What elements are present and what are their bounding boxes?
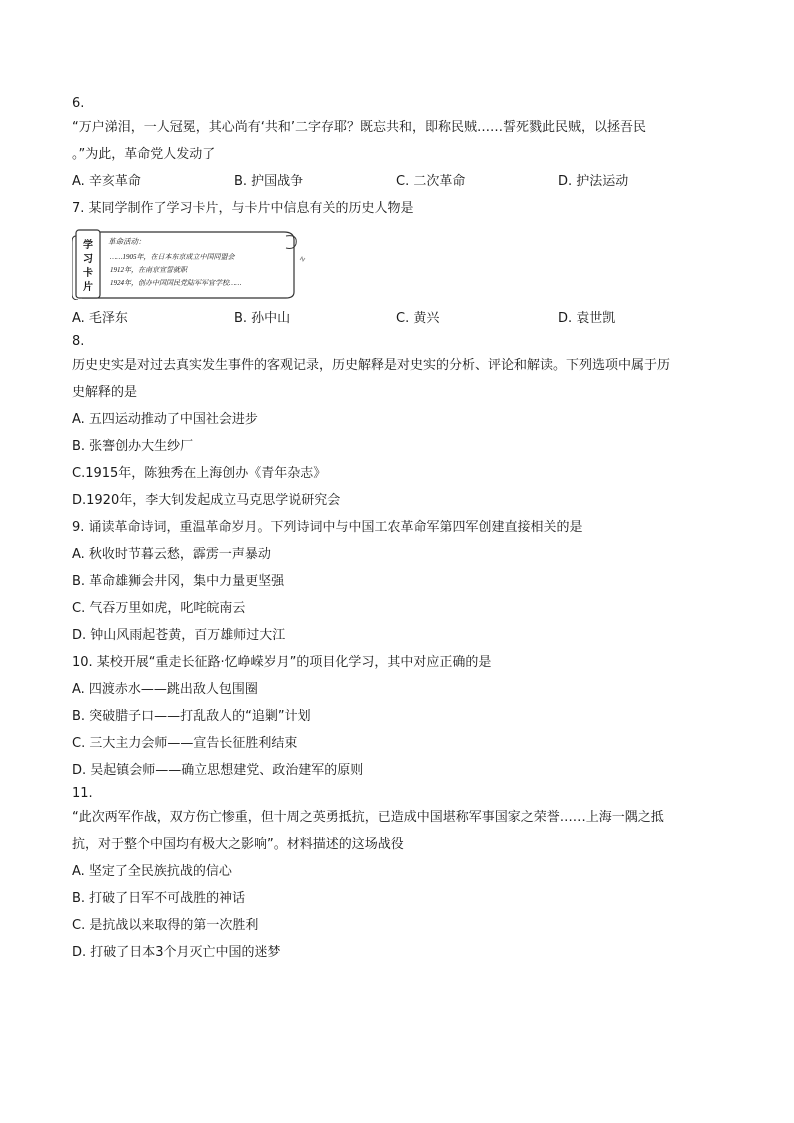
- q10-option-b[interactable]: B. 突破腊子口——打乱敌人的“追剿”计划: [72, 709, 311, 724]
- q11-stem-line2: 抗，对于整个中国均有极大之影响”。材料描述的这场战役: [72, 837, 404, 852]
- q6-stem-line2: 。”为此，革命党人发动了: [72, 147, 216, 162]
- q9-option-d[interactable]: D. 钟山风雨起苍黄，百万雄师过大江: [72, 628, 286, 643]
- q10-option-a[interactable]: A. 四渡赤水——跳出敌人包围圈: [72, 682, 258, 697]
- card-line-2: 1912年，在南京宣誓就职: [110, 266, 187, 274]
- q9-option-a[interactable]: A. 秋收时节暮云愁，霹雳一声暴动: [72, 547, 271, 562]
- q8-option-d[interactable]: D.1920年，李大钊发起成立马克思学说研究会: [72, 493, 341, 508]
- q6-option-a[interactable]: A. 辛亥革命: [72, 174, 141, 189]
- q7-option-d[interactable]: D. 袁世凯: [558, 311, 616, 326]
- q6-stem-line1: “万户涕泪，一人冠冕，其心尚有‘共和’二字存耶？既忘共和，即称民贼……誓死戮此民贼，以拯吾民: [72, 120, 647, 135]
- q11-option-a[interactable]: A. 坚定了全民族抗战的信心: [72, 864, 232, 879]
- q8-stem-line1: 历史史实是对过去真实发生事件的客观记录，历史解释是对史实的分析、评论和解读。下列选项中属于历: [72, 358, 671, 373]
- exam-page: [72, 94, 732, 966]
- q6-options: [72, 168, 732, 195]
- q8-option-b[interactable]: B. 张謇创办大生纱厂: [72, 439, 194, 454]
- q10-stem: 10. 某校开展“重走长征路·忆峥嵘岁月”的项目化学习，其中对应正确的是: [72, 655, 492, 670]
- q7-options: [72, 305, 732, 332]
- q6-option-d[interactable]: D. 护法运动: [558, 174, 629, 189]
- q10-option-c[interactable]: C. 三大主力会师——宣告长征胜利结束: [72, 736, 298, 751]
- scribble-mark: [300, 257, 305, 261]
- card-side-label-2: 习: [83, 254, 93, 265]
- q8-stem-line2: 史解释的是: [72, 385, 138, 400]
- card-side-label-4: 片: [83, 282, 93, 293]
- q9-option-b[interactable]: B. 革命雄狮会井冈，集中力量更坚强: [72, 574, 285, 589]
- q7-option-c[interactable]: C. 黄兴: [396, 311, 440, 326]
- q9-option-c[interactable]: C. 气吞万里如虎，叱咤皖南云: [72, 601, 246, 616]
- q8-option-a[interactable]: A. 五四运动推动了中国社会进步: [72, 412, 258, 427]
- q11-option-b[interactable]: B. 打破了日军不可战胜的神话: [72, 891, 246, 906]
- q11-option-d[interactable]: D. 打破了日本3个月灭亡中国的迷梦: [72, 945, 281, 960]
- study-card-illustration: [72, 228, 332, 300]
- card-heading: 革命活动：: [108, 237, 146, 246]
- q7-option-a[interactable]: A. 毛泽东: [72, 311, 128, 326]
- card-side-label-1: 学: [83, 240, 93, 251]
- card-side-label-3: 卡: [83, 268, 93, 279]
- q6-option-b[interactable]: B. 护国战争: [234, 174, 304, 189]
- q7-option-b[interactable]: B. 孙中山: [234, 311, 291, 326]
- q11-stem-line1: “此次两军作战，双方伤亡惨重，但十周之英勇抵抗，已造成中国堪称军事国家之荣誉……上海一隅之抵: [72, 810, 664, 825]
- card-line-1: ……1905年，在日本东京成立中国同盟会: [110, 253, 235, 261]
- q11-option-c[interactable]: C. 是抗战以来取得的第一次胜利: [72, 918, 259, 933]
- q6-option-c[interactable]: C. 二次革命: [396, 174, 466, 189]
- q7-stem: 7. 某同学制作了学习卡片，与卡片中信息有关的历史人物是: [72, 201, 414, 216]
- q8-number: 8.: [72, 334, 85, 349]
- card-line-3: 1924年，创办中国国民党陆军军官学校……: [110, 279, 242, 287]
- q7-study-card: [72, 222, 732, 305]
- q6-number: 6.: [72, 96, 85, 111]
- q9-stem: 9. 诵读革命诗词，重温革命岁月。下列诗词中与中国工农革命军第四军创建直接相关的是: [72, 520, 583, 535]
- q11-number: 11.: [72, 786, 93, 801]
- q10-option-d[interactable]: D. 吴起镇会师——确立思想建党、政治建军的原则: [72, 763, 364, 778]
- q8-option-c[interactable]: C.1915年，陈独秀在上海创办《青年杂志》: [72, 466, 327, 481]
